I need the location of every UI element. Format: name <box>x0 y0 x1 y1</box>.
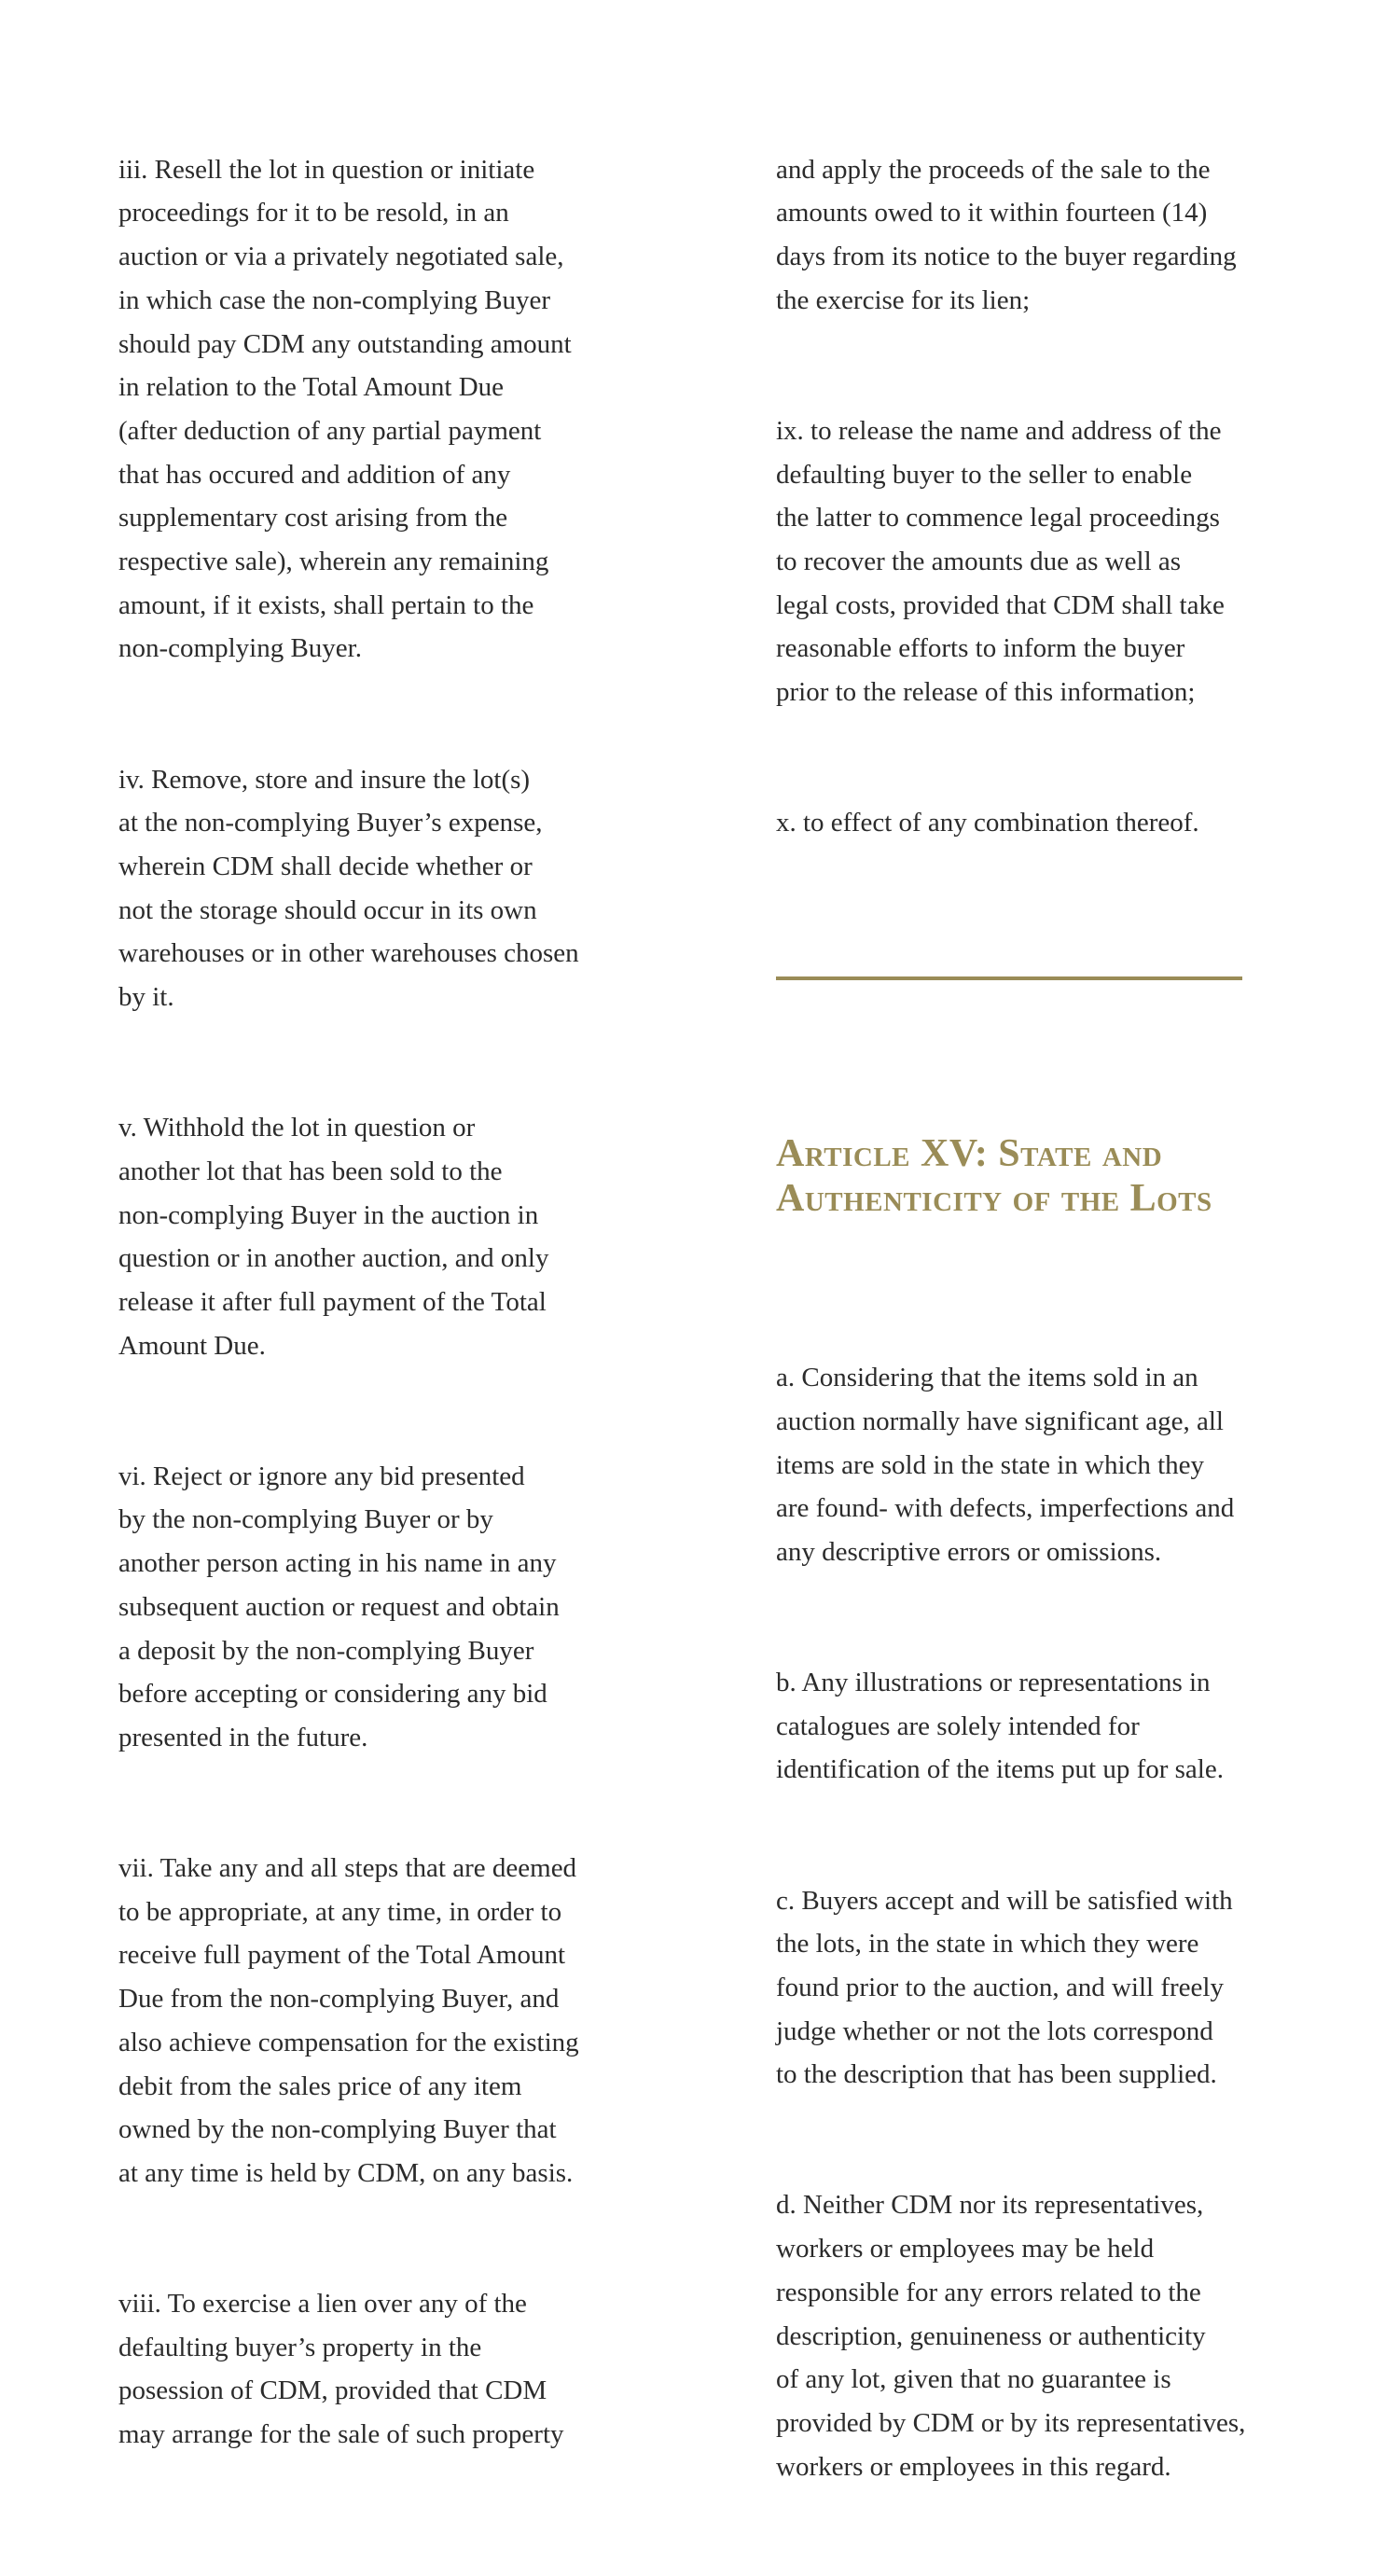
clause-vi: vi. Reject or ignore any bid presented by the non-complying Buyer or by another person acting in his name in any subsequent auction or request and obtain a deposit by the non-complying Buyer before accepting or considering any bid presented in the future. <box>118 1461 560 1752</box>
left-column <box>118 104 641 2543</box>
clause-iii: iii. Resell the lot in question or initiate proceedings for it to be resold, in an auction or via a privately negotiated sale, in which case the non-complying Buyer should pay CDM any outstanding amount in relation to the Total Amount Due (after deduction of any partial payment that has occured and addition of any supplementary cost arising from the respective sale), wherein any remaining amount, if it exists, shall pertain to the non-complying Buyer. <box>118 154 572 664</box>
clause-vii: vii. Take any and all steps that are deemed to be appropriate, at any time, in order to receive full payment of the Total Amount Due from the non-complying Buyer, and also achieve compensation for the existing debit from the sales price of any item owned by the non-complying Buyer that at any time is held by CDM, on any basis. <box>118 1853 579 2188</box>
clause-iv: iv. Remove, store and insure the lot(s) at the non-complying Buyer’s expense, wherein CDM shall decide whether or not the storage should occur in its own warehouses or in other warehouses chosen by it. <box>118 764 579 1013</box>
clause-viii-continued: and apply the proceeds of the sale to the amounts owed to it within fourteen (14) days from its notice to the buyer regarding the exercise for its lien; <box>776 154 1237 315</box>
clause-v: v. Withhold the lot in question or another lot that has been sold to the non-complying Buyer in the auction in question or in another auction, and only release it after full payment of the Total Amount Due. <box>118 1113 549 1361</box>
clause-viii: viii. To exercise a lien over any of the defaulting buyer’s property in the posession of CDM, provided that CDM may arrange for the sale of such property <box>118 2289 564 2450</box>
clause-a: a. Considering that the items sold in an auction normally have significant age, all items are sold in the state in which they are found- with defects, imperfections and any descriptive errors or omissions. <box>776 1363 1235 1567</box>
clause-c: c. Buyers accept and will be satisfied with the lots, in the state in which they were found prior to the auction, and will freely judge whether or not the lots correspond to the description that has been supplied. <box>776 1885 1233 2090</box>
clause-b: b. Any illustrations or representations in catalogues are solely intended for identification of the items put up for sale. <box>776 1668 1224 1785</box>
section-divider <box>776 976 1242 980</box>
article-xv-heading: Article XV: State and Authenticity of the Lots <box>776 1131 1212 1220</box>
clause-ix: ix. to release the name and address of the defaulting buyer to the seller to enable the latter to commence legal proceedings to recover the amounts due as well as legal costs, provided that CDM shall take reasonable efforts to inform the buyer prior to the release of this information; <box>776 415 1225 708</box>
right-column <box>776 104 1298 2576</box>
clause-x: x. to effect of any combination thereof. <box>776 808 1199 838</box>
clause-d: d. Neither CDM nor its representatives, workers or employees may be held responsible for any errors related to the description, genuineness or authenticity of any lot, given that no guarantee is provided by CDM or by its representatives, workers or employees in this regard. <box>776 2190 1246 2482</box>
